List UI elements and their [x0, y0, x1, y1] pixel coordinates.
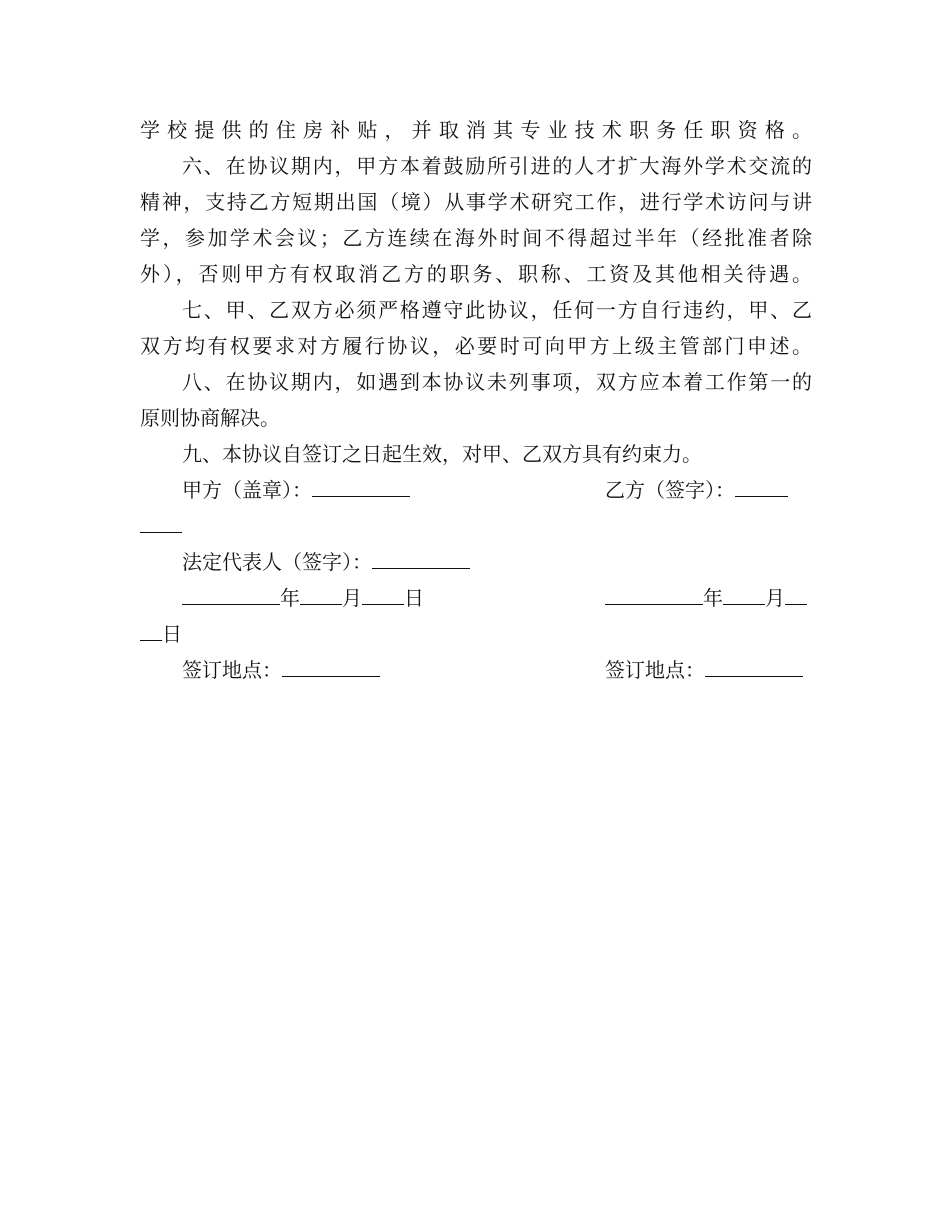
party-b-day-blank-cont[interactable] — [140, 616, 162, 641]
paragraph-7-line-2: 双方均有权要求对方履行协议，必要时可向甲方上级主管部门申述。 — [140, 334, 812, 358]
paragraph-8-line-1: 八、在协议期内，如遇到本协议未列事项，双方应本着工作第一的 — [182, 370, 812, 394]
party-a-month-label: 月 — [342, 586, 362, 610]
party-b-signature-blank[interactable] — [735, 472, 788, 497]
party-b-signature-blank-cont[interactable] — [140, 508, 182, 533]
party-b-label: 乙方（签字）： — [605, 478, 735, 502]
document-page — [140, 112, 812, 688]
party-a-seal-blank[interactable] — [312, 472, 410, 497]
party-b-year-label: 年 — [703, 586, 723, 610]
paragraph-6-line-2: 精神，支持乙方短期出国（境）从事学术研究工作，进行学术访问与讲 — [140, 190, 812, 214]
party-b-place-blank[interactable] — [705, 652, 803, 677]
signature-row-parties — [140, 472, 812, 508]
legal-rep-signature-blank[interactable] — [372, 544, 470, 569]
party-b-year-blank[interactable] — [605, 580, 703, 605]
party-a-month-blank[interactable] — [300, 580, 342, 605]
paragraph-6-line-3: 学，参加学术会议；乙方连续在海外时间不得超过半年（经批准者除 — [140, 226, 812, 250]
paragraph-9: 九、本协议自签订之日起生效，对甲、乙双方具有约束力。 — [182, 442, 702, 466]
party-b-field — [605, 472, 788, 508]
party-b-day-continuation — [140, 616, 812, 652]
party-b-date-field — [605, 580, 807, 616]
paragraph-7-line-1: 七、甲、乙双方必须严格遵守此协议，任何一方自行违约，甲、乙 — [182, 298, 812, 322]
party-a-day-label: 日 — [404, 586, 424, 610]
party-b-month-blank[interactable] — [723, 580, 765, 605]
party-a-place-blank[interactable] — [282, 652, 380, 677]
party-b-day-label: 日 — [162, 622, 182, 646]
party-b-day-blank[interactable] — [785, 580, 807, 605]
signature-row-legal-rep — [140, 544, 812, 580]
paragraph-6-line-1: 六、在协议期内，甲方本着鼓励所引进的人才扩大海外学术交流的 — [182, 154, 812, 178]
party-b-month-label: 月 — [765, 586, 785, 610]
signature-row-dates — [140, 580, 812, 616]
party-a-day-blank[interactable] — [362, 580, 404, 605]
party-a-year-blank[interactable] — [182, 580, 280, 605]
legal-rep-label: 法定代表人（签字）： — [182, 550, 372, 574]
paragraph-5-tail: 学校提供的住房补贴，并取消其专业技术职务任职资格。 — [140, 118, 812, 142]
paragraph-8-line-2: 原则协商解决。 — [140, 406, 280, 430]
party-b-place-label: 签订地点： — [605, 658, 705, 682]
signature-row-places — [140, 652, 812, 688]
party-a-place-label: 签订地点： — [182, 658, 282, 682]
party-b-blank-continuation — [140, 508, 812, 544]
party-a-label: 甲方（盖章）： — [182, 478, 312, 502]
paragraph-6-line-4: 外），否则甲方有权取消乙方的职务、职称、工资及其他相关待遇。 — [140, 262, 812, 286]
party-b-place-field — [605, 652, 803, 688]
party-a-year-label: 年 — [280, 586, 300, 610]
